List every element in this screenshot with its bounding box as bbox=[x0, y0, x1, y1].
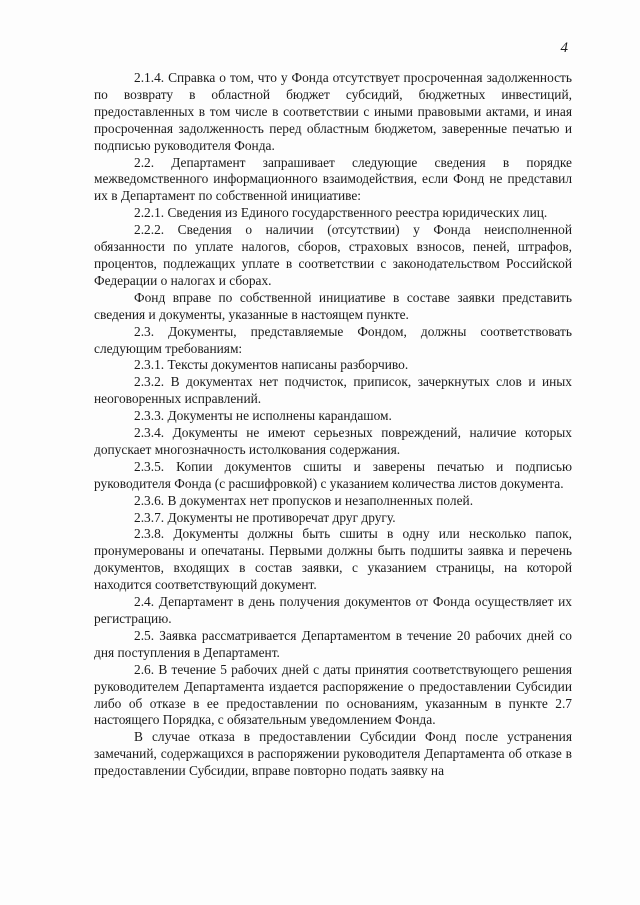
paragraph-2-3-5: 2.3.5. Копии документов сшиты и заверены печатью и подписью руководителя Фонда (с расшифровкой) с указанием количества листов документа. bbox=[94, 458, 572, 491]
paragraph-2-3-7: 2.3.7. Документы не противоречат друг другу. bbox=[134, 509, 396, 525]
paragraph-2-1-4: 2.1.4. Справка о том, что у Фонда отсутствует просроченная задолженность по возврату в областной бюджет субсидий, бюджетных инвестиций, предоставленных в том числе в соответствии с иными правовыми актами, и иная просроченная задолженность перед областным бюджетом, заверенные печатью и подписью руководителя Фонда. bbox=[94, 70, 572, 153]
paragraph-2-3: 2.3. Документы, представляемые Фондом, должны соответствовать следующим требованиям: bbox=[94, 323, 572, 356]
paragraph-2-4: 2.4. Департамент в день получения документов от Фонда осуществляет их регистрацию. bbox=[94, 594, 572, 626]
paragraph-2-2-2: 2.2.2. Сведения о наличии (отсутствии) у Фонда неисполненной обязанности по уплате налогов, сборов, страховых взносов, пеней, штрафов, процентов, подлежащих уплате в соответствии с законодательством Российской Федерации о налогах и сборах. bbox=[94, 222, 572, 288]
paragraph-2-2: 2.2. Департамент запрашивает следующие сведения в порядке межведомственного информационного взаимодействия, если Фонд не представил их в Департамент по собственной инициативе: bbox=[94, 154, 572, 204]
paragraph-2-5: 2.5. Заявка рассматривается Департаментом в течение 20 рабочих дней со дня поступления в Департамент. bbox=[94, 627, 572, 660]
paragraph-2-3-8: 2.3.8. Документы должны быть сшиты в одну или несколько папок, пронумерованы и опечатаны. Первыми должны быть подшиты заявка и перечень документов, входящих в состав заявки, с указанием страницы, на которой находится соответствующий документ. bbox=[94, 526, 572, 593]
paragraph-2-3-4: 2.3.4. Документы не имеют серьезных повреждений, наличие которых допускает многозначность истолкования содержания. bbox=[94, 425, 572, 457]
page-number: 4 bbox=[560, 40, 568, 56]
paragraph-2-2-1: 2.2.1. Сведения из Единого государственного реестра юридических лиц. bbox=[134, 205, 548, 221]
paragraph-refusal-case: В случае отказа в предоставлении Субсидии Фонд после устранения замечаний, содержащихся в распоряжении руководителя Департамента об отказе в предоставлении Субсидии, вправе повторно подать заявку на bbox=[94, 729, 572, 779]
paragraph-2-3-3: 2.3.3. Документы не исполнены карандашом. bbox=[134, 408, 392, 424]
paragraph-2-3-2: 2.3.2. В документах нет подчисток, приписок, зачеркнутых слов и иных неоговоренных исправлений. bbox=[94, 374, 572, 407]
document-body bbox=[94, 70, 572, 780]
paragraph-2-3-1: 2.3.1. Тексты документов написаны разборчиво. bbox=[134, 357, 409, 373]
paragraph-2-6: 2.6. В течение 5 рабочих дней с даты принятия соответствующего решения руководителем Департамента издается распоряжение о предоставлении Субсидии либо об отказе в ее предоставлении по основаниям, указанным в пункте 2.7 настоящего Порядка, с обязательным уведомлением Фонда. bbox=[94, 661, 572, 728]
paragraph-fund-initiative: Фонд вправе по собственной инициативе в составе заявки представить сведения и документы, указанные в настоящем пункте. bbox=[94, 289, 572, 322]
paragraph-2-3-6: 2.3.6. В документах нет пропусков и незаполненных полей. bbox=[134, 492, 474, 508]
